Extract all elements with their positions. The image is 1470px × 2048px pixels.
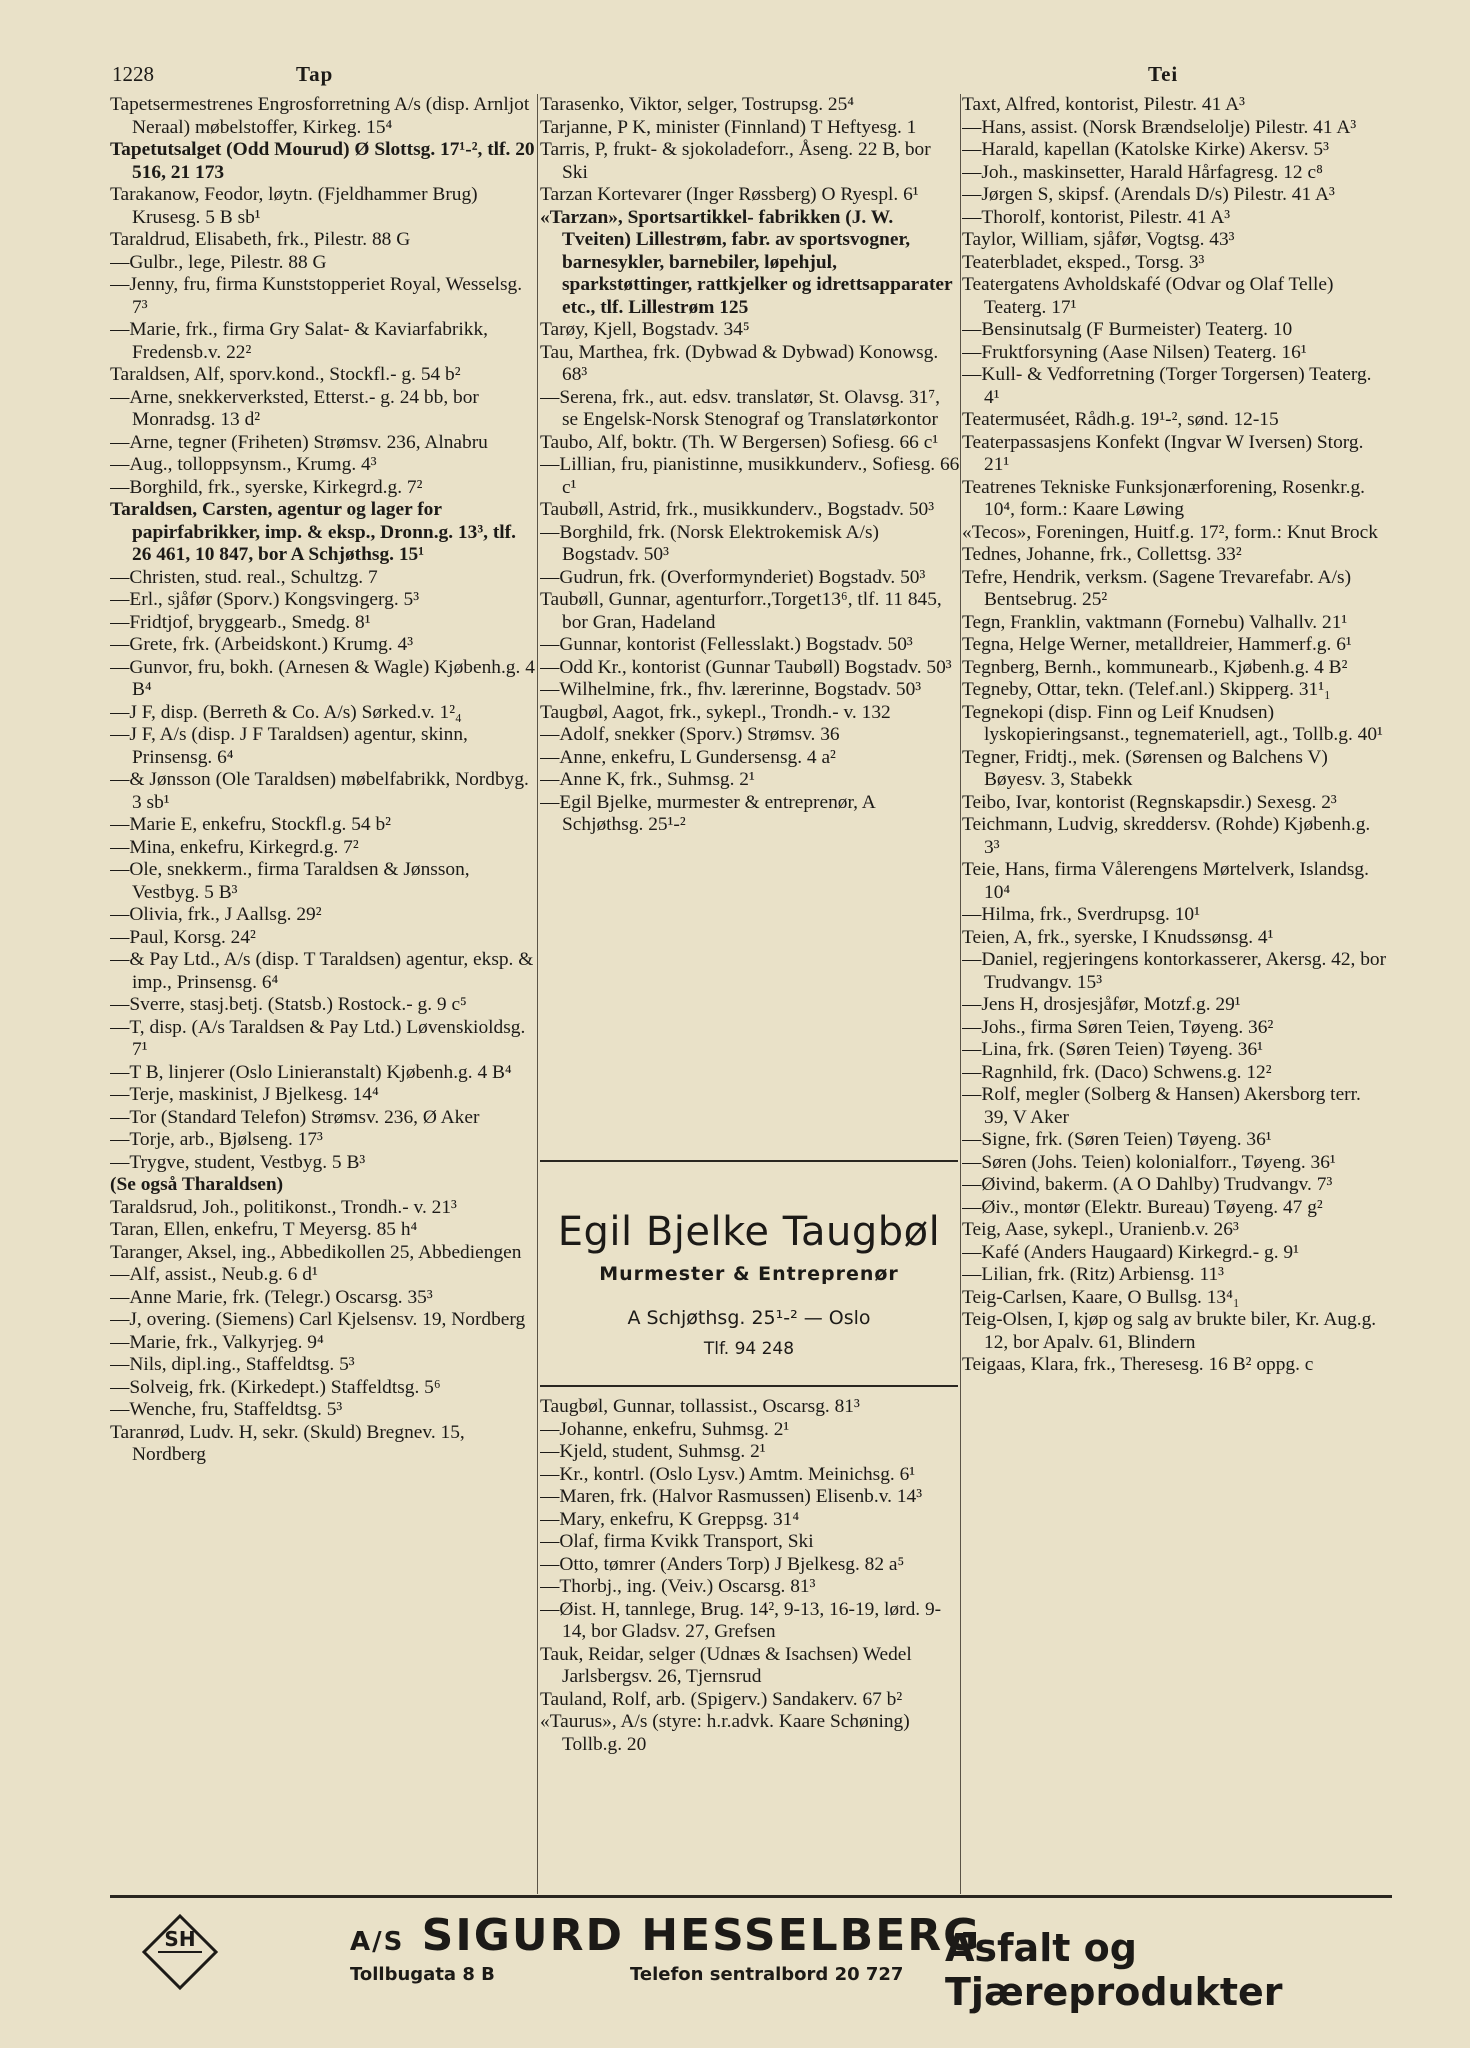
directory-entry: Taubøll, Astrid, frk., musikkunderv., Bogstadv. 50³ <box>540 499 935 520</box>
directory-entry: —Solveig, frk. (Kirkedept.) Staffeldtsg. 5⁶ <box>110 1376 441 1398</box>
directory-entry: —Maren, frk. (Halvor Rasmussen) Elisenb.v. 14³ <box>540 1486 923 1507</box>
directory-entry: —Ragnhild, frk. (Daco) Schwens.g. 12² <box>962 1061 1272 1083</box>
directory-entry: —Borghild, frk. (Norsk Elektrokemisk A/s) Bogstadv. 50³ <box>540 521 879 565</box>
directory-entry: (Se også Tharaldsen) <box>110 1174 284 1195</box>
directory-entry: Teigaas, Klara, frk., Theresesg. 16 B² oppg. c <box>962 1354 1314 1375</box>
header-right-word: Tei <box>1148 62 1179 86</box>
directory-entry: «Taurus», A/s (styre: h.r.advk. Kaare Schøning) Tollb.g. 20 <box>540 1711 910 1755</box>
directory-entry: Teichmann, Ludvig, skreddersv. (Rohde) Kjøbenh.g. 3³ <box>962 814 1371 858</box>
directory-entry: —Egil Bjelke, murmester & entreprenør, A Schjøthsg. 25¹‐² <box>540 791 875 835</box>
directory-entry: Tau, Marthea, frk. (Dybwad & Dybwad) Konowsg. 68³ <box>540 341 939 385</box>
directory-entry: Teig-Olsen, I, kjøp og salg av brukte biler, Kr. Aug.g. 12, bor Apalv. 61, Blindern <box>962 1309 1377 1353</box>
directory-entry: —Daniel, regjeringens kontorkasserer, Akersg. 42, bor Trudvangv. 15³ <box>962 949 1387 993</box>
directory-entry: Tegna, Helge Werner, metalldreier, Hammerf.g. 6¹ <box>962 634 1352 655</box>
directory-entry: —Gudrun, frk. (Overformynderiet) Bogstadv. 50³ <box>540 566 926 588</box>
directory-entry: —Tor (Standard Telefon) Strømsv. 236, Ø Aker <box>110 1106 480 1128</box>
directory-entry: Tednes, Johanne, frk., Collettsg. 33² <box>962 544 1242 565</box>
directory-entry: «Tarzan», Sportsartikkel- fabrikken (J. W. Tveiten) Lillestrøm, fabr. av sportsvogner, barnesykler, barnebiler, løpehjul, sparkstøttinger, rattkjelker og idrettsapparater etc., tlf. Lillestrøm 125 <box>540 206 953 318</box>
sh-logo-icon <box>140 1912 220 1992</box>
directory-entry: Teatrenes Tekniske Funksjonærforening, Rosenkr.g. 10⁴, form.: Kaare Løwing <box>962 476 1365 520</box>
directory-entry: —Paul, Korsg. 24² <box>110 926 256 948</box>
directory-entry: —T B, linjerer (Oslo Linieranstalt) Kjøbenh.g. 4 B⁴ <box>110 1061 512 1083</box>
column-left <box>110 94 535 1894</box>
directory-entry: Tarzan Kortevarer (Inger Røssberg) O Ryespl. 6¹ <box>540 184 919 205</box>
page-number: 1228 <box>112 62 154 86</box>
directory-entry: —Joh., maskinsetter, Harald Hårfagresg. 12 c⁸ <box>962 161 1323 183</box>
directory-entry: Tauk, Reidar, selger (Udnæs & Isachsen) Wedel Jarlsbergsv. 26, Tjernsrud <box>540 1643 912 1687</box>
directory-entry: —Kull- & Vedforretning (Torger Torgersen) Teaterg. 4¹ <box>962 364 1372 408</box>
directory-entry: —Gulbr., lege, Pilestr. 88 G <box>110 251 327 273</box>
directory-entry: —Kr., kontrl. (Oslo Lysv.) Amtm. Meinichsg. 6¹ <box>540 1463 916 1485</box>
directory-entry: Tegn, Franklin, vaktmann (Fornebu) Valhallv. 21¹ <box>962 611 1348 633</box>
directory-entry: —Sverre, stasj.betj. (Statsb.) Rostock.- g. 9 c⁵ <box>110 994 467 1015</box>
directory-entry: Tarøy, Kjell, Bogstadv. 34⁵ <box>540 319 750 340</box>
directory-entry: —J F, disp. (Berreth & Co. A/s) Sørked.v. 1²₄ <box>110 701 462 723</box>
directory-entry: —Lillian, fru, pianistinne, musikkunderv., Sofiesg. 66 c¹ <box>540 454 960 498</box>
directory-entry: Taubøll, Gunnar, agenturforr.,Torget13⁶, tlf. 11 845, bor Gran, Hadeland <box>540 589 942 633</box>
directory-entry: —Thorolf, kontorist, Pilestr. 41 A³ <box>962 206 1231 228</box>
directory-entry: —Øist. H, tannlege, Brug. 14², 9-13, 16-19, lørd. 9-14, bor Gladsv. 27, Grefsen <box>540 1598 942 1642</box>
directory-entry: —Marie, frk., firma Gry Salat- & Kaviarfabrikk, Fredensb.v. 22² <box>110 319 488 363</box>
directory-entry: —Otto, tømrer (Anders Torp) J Bjelkesg. 82 a⁵ <box>540 1553 905 1575</box>
directory-entry: —Adolf, snekker (Sporv.) Strømsv. 36 <box>540 724 840 745</box>
directory-entry: Tegnekopi (disp. Finn og Leif Knudsen) lyskopieringsanst., tegnemateriell, agt., Tollb.g. 40¹ <box>962 701 1383 745</box>
directory-entry: —Nils, dipl.ing., Staffeldtsg. 5³ <box>110 1354 355 1375</box>
logo-letter-s: SH <box>164 1927 196 1951</box>
directory-entry: —Arne, snekkerverksted, Etterst.- g. 24 bb, bor Monradsg. 13 d² <box>110 386 479 430</box>
directory-entry: —Grete, frk. (Arbeidskont.) Krumg. 4³ <box>110 634 414 655</box>
directory-entry: —Øiv., montør (Elektr. Bureau) Tøyeng. 47 g² <box>962 1196 1323 1218</box>
directory-entry: —Olivia, frk., J Aallsg. 29² <box>110 904 322 925</box>
directory-entry: —Serena, frk., aut. edsv. translatør, St. Olavsg. 31⁷, se Engelsk-Norsk Stenograf og Translatørkontor <box>540 386 940 430</box>
directory-entry: —Thorbj., ing. (Veiv.) Oscarsg. 81³ <box>540 1576 816 1597</box>
directory-entry: —Christen, stud. real., Schultzg. 7 <box>110 566 378 588</box>
directory-entry: —Johs., firma Søren Teien, Tøyeng. 36² <box>962 1016 1274 1038</box>
directory-entry: —Øivind, bakerm. (A O Dahlby) Trudvangv. 7³ <box>962 1174 1333 1195</box>
column-middle-bottom <box>540 1396 960 1896</box>
directory-entry: —Hans, assist. (Norsk Brændselolje) Pilestr. 41 A³ <box>962 116 1357 138</box>
footer-product: Asfalt og Tjæreprodukter <box>945 1926 1283 2014</box>
egil-bjelke-taugbol-ad <box>540 1165 958 1375</box>
directory-entry: «Tecos», Foreningen, Huitf.g. 17², form.: Knut Brock <box>962 521 1378 543</box>
directory-entry: —Fruktforsyning (Aase Nilsen) Teaterg. 16¹ <box>962 341 1307 363</box>
directory-entry: Teaterbladet, eksped., Torsg. 3³ <box>962 251 1205 273</box>
directory-entry: —Trygve, student, Vestbyg. 5 B³ <box>110 1151 366 1173</box>
column-right <box>962 94 1387 1894</box>
directory-entry: —Odd Kr., kontorist (Gunnar Taubøll) Bogstadv. 50³ <box>540 656 952 678</box>
directory-entry: Teatergatens Avholdskafé (Odvar og Olaf Telle) Teaterg. 17¹ <box>962 274 1334 318</box>
ad-divider-top <box>540 1160 958 1162</box>
directory-entry: —Søren (Johs. Teien) kolonialforr., Tøyeng. 36¹ <box>962 1151 1336 1173</box>
directory-entry: —Torje, arb., Bjølseng. 17³ <box>110 1129 323 1150</box>
directory-entry: —T, disp. (A/s Taraldsen & Pay Ltd.) Løvenskioldsg. 7¹ <box>110 1016 526 1060</box>
directory-entry: Teibo, Ivar, kontorist (Regnskapsdir.) Sexesg. 2³ <box>962 791 1337 813</box>
directory-entry: —Johanne, enkefru, Suhmsg. 2¹ <box>540 1418 790 1440</box>
directory-entry: —Wenche, fru, Staffeldtsg. 5³ <box>110 1399 343 1420</box>
directory-entry: Teig, Aase, sykepl., Uranienb.v. 26³ <box>962 1219 1239 1240</box>
directory-entry: Tefre, Hendrik, verksm. (Sagene Trevarefabr. A/s) Bentsebrug. 25² <box>962 566 1352 610</box>
company-prefix: A/S <box>350 1927 405 1957</box>
ad-divider-bottom <box>540 1385 958 1387</box>
directory-entry: —Wilhelmine, frk., fhv. lærerinne, Bogstadv. 50³ <box>540 679 922 700</box>
directory-entry: —Anne, enkefru, L Gundersensg. 4 a² <box>540 746 836 768</box>
directory-entry: —Jenny, fru, firma Kunststopperiet Royal, Wesselsg. 7³ <box>110 274 523 318</box>
directory-entry: Tegneby, Ottar, tekn. (Telef.anl.) Skipperg. 31¹₁ <box>962 679 1331 700</box>
footer-address: Tollbugata 8 B <box>350 1964 495 1985</box>
directory-entry: —Anne Marie, frk. (Telegr.) Oscarsg. 35³ <box>110 1286 433 1308</box>
directory-entry: —J F, A/s (disp. J F Taraldsen) agentur, skinn, Prinsensg. 6⁴ <box>110 724 468 768</box>
directory-entry: Tauland, Rolf, arb. (Spigerv.) Sandakerv. 67 b² <box>540 1688 903 1710</box>
directory-entry: Taubo, Alf, boktr. (Th. W Bergersen) Sofiesg. 66 c¹ <box>540 431 939 453</box>
column-divider <box>537 94 538 1894</box>
directory-entry: Tarjanne, P K, minister (Finnland) T Heftyesg. 1 <box>540 116 917 138</box>
company-name: SIGURD HESSELBERG <box>421 1910 982 1961</box>
directory-entry: Teien, A, frk., syerske, I Knudssønsg. 4¹ <box>962 926 1274 948</box>
hesselberg-footer-ad <box>110 1900 1390 2014</box>
footer-divider <box>110 1895 1392 1898</box>
directory-entry: Taraldsen, Carsten, agentur og lager for papirfabrikker, imp. & eksp., Dronn.g. 13³, tlf. 26 461, 10 847, bor A Schjøthsg. 15¹ <box>110 499 516 565</box>
directory-entry: Taran, Ellen, enkefru, T Meyersg. 85 h⁴ <box>110 1219 418 1240</box>
directory-entry: Taylor, William, sjåfør, Vogtsg. 43³ <box>962 229 1235 250</box>
directory-entry: —Kafé (Anders Haugaard) Kirkegrd.- g. 9¹ <box>962 1241 1299 1263</box>
directory-entry: —& Pay Ltd., A/s (disp. T Taraldsen) agentur, eksp. & imp., Prinsensg. 6⁴ <box>110 949 534 993</box>
directory-entry: —Marie, frk., Valkyrjeg. 9⁴ <box>110 1331 324 1353</box>
ad-company-name: Egil Bjelke Taugbøl <box>557 1209 941 1255</box>
directory-entry: Taxt, Alfred, kontorist, Pilestr. 41 A³ <box>962 94 1245 115</box>
directory-entry: Tarakanow, Feodor, løytn. (Fjeldhammer Brug) Krusesg. 5 B sb¹ <box>110 184 478 228</box>
ad-address: A Schjøthsg. 25¹‐² — Oslo <box>627 1307 871 1329</box>
directory-entry: —Kjeld, student, Suhmsg. 2¹ <box>540 1441 766 1462</box>
directory-entry: Tapetutsalget (Odd Mourud) Ø Slottsg. 17¹‐², tlf. 20 516, 21 173 <box>110 139 535 183</box>
directory-entry: Tegner, Fridtj., mek. (Sørensen og Balchens V) Bøyesv. 3, Stabekk <box>962 746 1328 790</box>
header-left-word: Tap <box>296 62 334 86</box>
directory-entry: —Gunvor, fru, bokh. (Arnesen & Wagle) Kjøbenh.g. 4 B⁴ <box>110 656 535 700</box>
directory-entry: —J, overing. (Siemens) Carl Kjelsensv. 19, Nordberg <box>110 1309 526 1330</box>
ad-phone: Tlf. 94 248 <box>703 1339 795 1359</box>
directory-entry: Taraldsrud, Joh., politikonst., Trondh.- v. 21³ <box>110 1196 457 1218</box>
directory-entry: —Lilian, frk. (Ritz) Arbiensg. 11³ <box>962 1264 1224 1285</box>
directory-entry: —Jens H, drosjesjåfør, Motzf.g. 29¹ <box>962 994 1241 1015</box>
directory-entry: Taugbøl, Aagot, frk., sykepl., Trondh.- v. 132 <box>540 701 891 723</box>
directory-entry: Taugbøl, Gunnar, tollassist., Oscarsg. 81³ <box>540 1396 860 1417</box>
directory-entry: —Terje, maskinist, J Bjelkesg. 14⁴ <box>110 1084 379 1105</box>
directory-entry: —Mina, enkefru, Kirkegrd.g. 7² <box>110 836 359 858</box>
directory-entry: —Marie E, enkefru, Stockfl.g. 54 b² <box>110 814 391 835</box>
directory-entry: —Harald, kapellan (Katolske Kirke) Akersv. 5³ <box>962 139 1329 160</box>
directory-entry: —Hilma, frk., Sverdrupsg. 10¹ <box>962 904 1200 925</box>
directory-entry: Tapetsermestrenes Engrosforretning A/s (disp. Arnljot Neraal) møbelstoffer, Kirkeg. 15⁴ <box>110 94 530 138</box>
footer-phone: Telefon sentralbord 20 727 <box>630 1964 904 1985</box>
directory-entry: Taranrød, Ludv. H, sekr. (Skuld) Bregnev. 15, Nordberg <box>110 1421 465 1465</box>
directory-entry: —Signe, frk. (Søren Teien) Tøyeng. 36¹ <box>962 1129 1272 1150</box>
directory-entry: Taraldsen, Alf, sporv.kond., Stockfl.- g. 54 b² <box>110 364 461 385</box>
directory-entry: Tarris, P, frukt- & sjokoladeforr., Åseng. 22 B, bor Ski <box>540 139 931 183</box>
directory-entry: Teig-Carlsen, Kaare, O Bullsg. 13⁴₁ <box>962 1286 1240 1308</box>
directory-entry: —Lina, frk. (Søren Teien) Tøyeng. 36¹ <box>962 1039 1263 1060</box>
directory-entry: Teatermuséet, Rådh.g. 19¹‐², sønd. 12-15 <box>962 409 1279 430</box>
column-divider <box>960 94 961 1894</box>
directory-entry: Tarasenko, Viktor, selger, Tostrupsg. 25⁴ <box>540 94 855 115</box>
directory-entry: —& Jønsson (Ole Taraldsen) møbelfabrikk, Nordbyg. 3 sb¹ <box>110 769 529 813</box>
column-middle-top <box>540 94 960 1139</box>
directory-entry: —Rolf, megler (Solberg & Hansen) Akersborg terr. 39, V Aker <box>962 1084 1361 1128</box>
directory-entry: Tegnberg, Bernh., kommunearb., Kjøbenh.g. 4 B² <box>962 656 1348 678</box>
directory-entry: —Alf, assist., Neub.g. 6 d¹ <box>110 1264 318 1285</box>
directory-entry: —Bensinutsalg (F Burmeister) Teaterg. 10 <box>962 319 1293 340</box>
directory-entry: —Aug., tolloppsynsm., Krumg. 4³ <box>110 454 377 475</box>
directory-entry: —Borghild, frk., syerske, Kirkegrd.g. 7² <box>110 476 423 498</box>
directory-entry: —Anne K, frk., Suhmsg. 2¹ <box>540 769 755 790</box>
directory-entry: —Jørgen S, skipsf. (Arendals D/s) Pilestr. 41 A³ <box>962 184 1335 205</box>
directory-entry: Teie, Hans, firma Vålerengens Mørtelverk, Islandsg. 10⁴ <box>962 859 1369 903</box>
directory-entry: —Ole, snekkerm., firma Taraldsen & Jønsson, Vestbyg. 5 B³ <box>110 859 470 903</box>
footer-company <box>350 1910 981 1961</box>
directory-entry: Taraldrud, Elisabeth, frk., Pilestr. 88 G <box>110 229 411 250</box>
directory-entry: Teaterpassasjens Konfekt (Ingvar W Iversen) Storg. 21¹ <box>962 431 1364 475</box>
directory-entry: —Arne, tegner (Friheten) Strømsv. 236, Alnabru <box>110 431 488 453</box>
directory-entry: —Gunnar, kontorist (Fellesslakt.) Bogstadv. 50³ <box>540 634 913 655</box>
directory-entry: —Olaf, firma Kvikk Transport, Ski <box>540 1531 814 1552</box>
directory-entry: —Fridtjof, bryggearb., Smedg. 8¹ <box>110 611 371 633</box>
directory-entry: —Erl., sjåfør (Sporv.) Kongsvingerg. 5³ <box>110 589 420 610</box>
directory-entry: Taranger, Aksel, ing., Abbedikollen 25, Abbediengen <box>110 1241 522 1263</box>
directory-entry: —Mary, enkefru, K Greppsg. 31⁴ <box>540 1508 800 1530</box>
ad-subtitle: Murmester & Entreprenør <box>599 1263 899 1285</box>
